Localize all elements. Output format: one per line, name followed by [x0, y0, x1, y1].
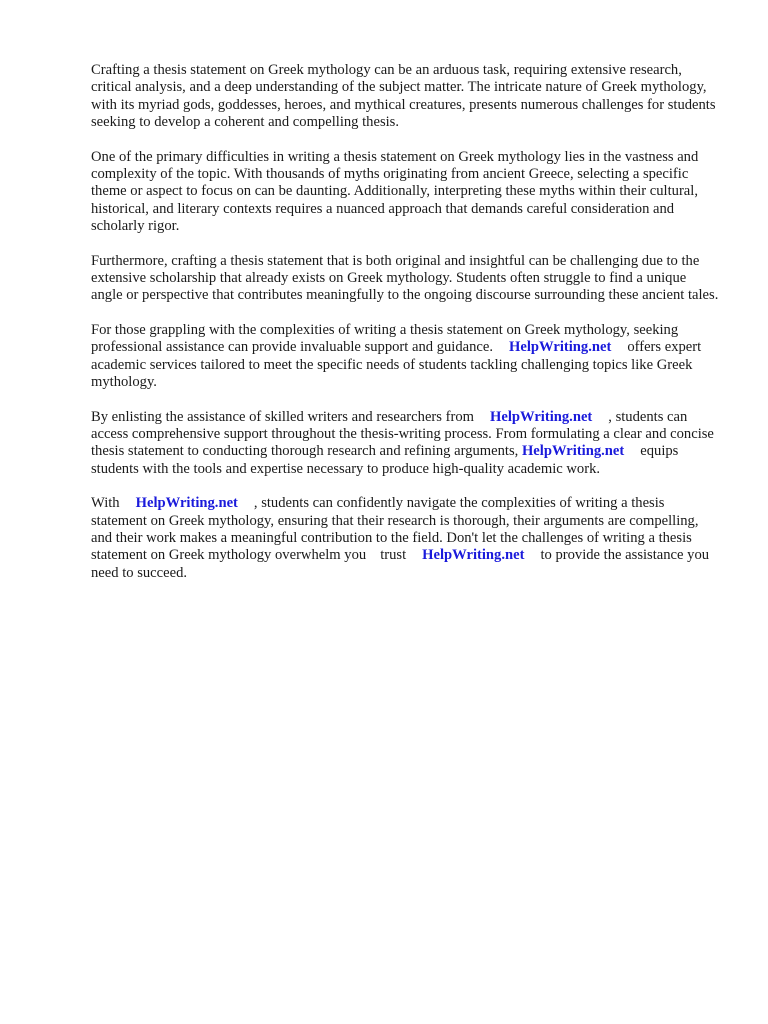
paragraph-assistance-text-2: offers expert academic services tailored to meet the specific needs of students tackling challenging topics like Greek mythology.: [91, 339, 702, 391]
paragraph-conclusion: [91, 495, 721, 582]
paragraph-difficulties: One of the primary difficulties in writing a thesis statement on Greek mythology lies in the vastness and complexity of the topic. With thousands of myths originating from ancient Greece, selecting a specific theme or aspect to focus on can be daunting. Additionally, interpreting these myths within their cultural, historical, and literary contexts requires a nuanced approach that demands careful consideration and scholarly rigor.: [91, 148, 699, 235]
paragraph-enlisting-text-2: , students can access comprehensive support throughout the thesis-writing process. From formulating a clear and concise thesis statement to conducting thorough research and refining arguments,: [91, 408, 714, 460]
document-body: [91, 62, 721, 599]
paragraph-originality: Furthermore, crafting a thesis statement that is both original and insightful can be challenging due to the extensive scholarship that already exists on Greek mythology. Students often struggle to find a unique angle or perspective that contributes meaningfully to the ongoing discourse surrounding these ancient tales.: [91, 252, 719, 304]
paragraph-conclusion-text-2: , students can confidently navigate the complexities of writing a thesis statement on Greek mythology, ensuring that their research is thorough, their arguments are compelling, and their work makes a meaningful contribution to the field. Don't let the challenges of writing a thesis statement on Greek mythology overwhelm you: [91, 495, 699, 564]
paragraph-enlisting-text-1: By enlisting the assistance of skilled writers and researchers from: [91, 408, 474, 425]
helpwriting-link-5[interactable]: HelpWriting.net: [422, 547, 525, 564]
paragraph-conclusion-text-1: With: [91, 495, 120, 512]
paragraph-conclusion-text-4: to provide the assistance you need to succeed.: [91, 547, 710, 581]
helpwriting-link-1[interactable]: HelpWriting.net: [509, 339, 612, 356]
paragraph-enlisting-text-3: equips students with the tools and expertise necessary to produce high-quality academic work.: [91, 443, 679, 477]
paragraph-intro: Crafting a thesis statement on Greek mythology can be an arduous task, requiring extensive research, critical analysis, and a deep understanding of the subject matter. The intricate nature of Greek mythology, with its myriad gods, goddesses, heroes, and mythical creatures, presents numerous challenges for students seeking to develop a coherent and compelling thesis.: [91, 62, 716, 131]
helpwriting-link-2[interactable]: HelpWriting.net: [489, 408, 593, 425]
paragraph-enlisting: [91, 409, 721, 479]
helpwriting-link-3[interactable]: HelpWriting.net: [521, 443, 625, 460]
helpwriting-link-4[interactable]: HelpWriting.net: [135, 495, 238, 512]
paragraph-assistance-text-1: For those grappling with the complexities of writing a thesis statement on Greek mythology, seeking professional assistance can provide invaluable support and guidance.: [91, 321, 679, 356]
paragraph-assistance: [91, 322, 721, 392]
paragraph-conclusion-text-3: trust: [380, 547, 407, 564]
